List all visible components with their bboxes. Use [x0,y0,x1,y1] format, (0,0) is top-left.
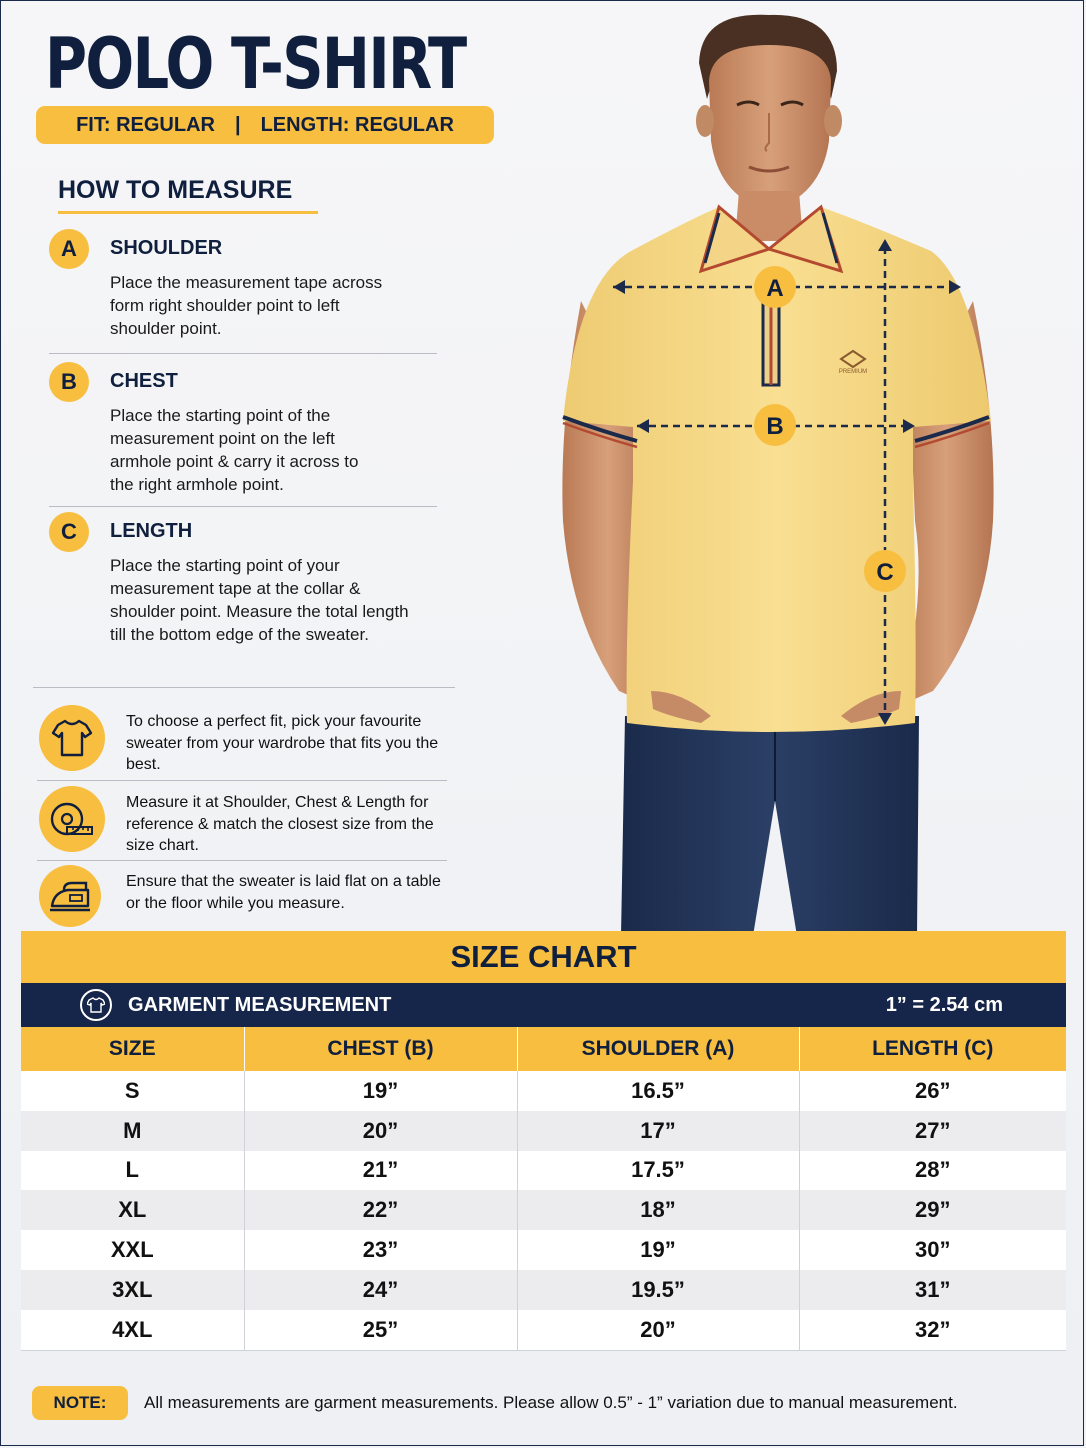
length-cell: 30” [799,1230,1066,1270]
length-cell: 29” [799,1190,1066,1230]
size-table [21,1027,1066,1351]
length-cell: 27” [799,1111,1066,1151]
page-title: POLO T-SHIRT [45,23,466,105]
tip-favourite-sweater [39,705,459,775]
chest-cell: 22” [244,1190,517,1230]
tip-text: To choose a perfect fit, pick your favourite sweater from your wardrobe that fits you the best. [126,713,439,773]
marker-b [754,404,796,446]
tip-text: Measure it at Shoulder, Chest & Length for reference & match the closest size from the size chart. [126,794,434,854]
chest-cell: 25” [244,1310,517,1350]
divider [37,860,447,861]
banner-separator: | [234,113,241,136]
chest-cell: 21” [244,1151,517,1191]
length-label: LENGTH: REGULAR [260,113,454,136]
size-cell: S [21,1071,244,1111]
step-description: Place the starting point of your measurement tape at the collar & shoulder point. Measure the total length till the bottom edge of the sweater. [110,556,409,644]
length-cell: 31” [799,1270,1066,1310]
chest-cell: 19” [244,1071,517,1111]
step-letter-badge: C [49,512,89,552]
chest-cell: 24” [244,1270,517,1310]
tshirt-icon [80,989,112,1021]
divider [33,687,455,688]
divider [49,506,437,507]
step-shoulder [49,229,439,339]
length-cell: 28” [799,1151,1066,1191]
shoulder-cell: 18” [517,1190,799,1230]
shoulder-cell: 20” [517,1310,799,1350]
svg-text:A: A [766,275,784,302]
column-header: CHEST (B) [244,1027,517,1071]
section-label: GARMENT MEASUREMENT [128,994,392,1016]
size-cell: 3XL [21,1270,244,1310]
fit-label: FIT: REGULAR [76,113,215,136]
step-description: Place the starting point of the measurement point on the left armhole point & carry it across to the right armhole point. [110,406,359,494]
size-cell: L [21,1151,244,1191]
divider [37,780,447,781]
note-badge: NOTE: [32,1386,128,1420]
marker-a [754,266,796,308]
size-cell: M [21,1111,244,1151]
tip-text: Ensure that the sweater is laid flat on a table or the floor while you measure. [126,873,441,912]
garment-measurement-bar [21,983,1066,1027]
chest-cell: 20” [244,1111,517,1151]
svg-text:C: C [876,559,894,586]
length-cell: 26” [799,1071,1066,1111]
note-text: All measurements are garment measurements. Please allow 0.5” - 1” variation due to manual measurement. [144,1393,958,1412]
size-cell: XXL [21,1230,244,1270]
shoulder-cell: 19” [517,1230,799,1270]
table-row [21,1190,1066,1230]
chest-cell: 23” [244,1230,517,1270]
step-title: SHOULDER [110,237,223,259]
table-row [21,1230,1066,1270]
tip-measure-reference [39,786,459,856]
shoulder-cell: 19.5” [517,1270,799,1310]
marker-c [864,550,906,592]
table-row [21,1071,1066,1111]
divider [49,353,437,354]
unit-conversion: 1” = 2.54 cm [885,994,1003,1016]
step-letter-badge: A [49,229,89,269]
measuring-tape-icon [39,786,105,852]
tip-lay-flat [39,865,459,935]
chest-logo-text: PREMIUM [838,369,868,375]
step-length [49,512,439,677]
size-cell: XL [21,1190,244,1230]
shoulder-cell: 16.5” [517,1071,799,1111]
table-row [21,1111,1066,1151]
step-chest [49,362,439,497]
step-title: LENGTH [110,520,193,542]
step-letter-badge: B [49,362,89,402]
shoulder-cell: 17.5” [517,1151,799,1191]
step-title: CHEST [110,370,178,392]
size-chart-title: SIZE CHART [21,931,1066,983]
how-to-measure-heading: HOW TO MEASURE [58,176,293,204]
column-header: SIZE [21,1027,244,1071]
fit-length-banner [36,106,494,144]
svg-text:B: B [766,413,784,440]
table-row [21,1270,1066,1310]
table-row [21,1310,1066,1350]
tshirt-icon [39,705,105,771]
table-header-row [21,1027,1066,1071]
table-row [21,1151,1066,1191]
model-photo [541,1,1011,936]
shoulder-cell: 17” [517,1111,799,1151]
size-cell: 4XL [21,1310,244,1350]
iron-icon [39,865,101,927]
column-header: SHOULDER (A) [517,1027,799,1071]
heading-underline [58,211,318,214]
column-header: LENGTH (C) [799,1027,1066,1071]
step-description: Place the measurement tape across form right shoulder point to left shoulder point. [110,273,383,338]
length-cell: 32” [799,1310,1066,1350]
